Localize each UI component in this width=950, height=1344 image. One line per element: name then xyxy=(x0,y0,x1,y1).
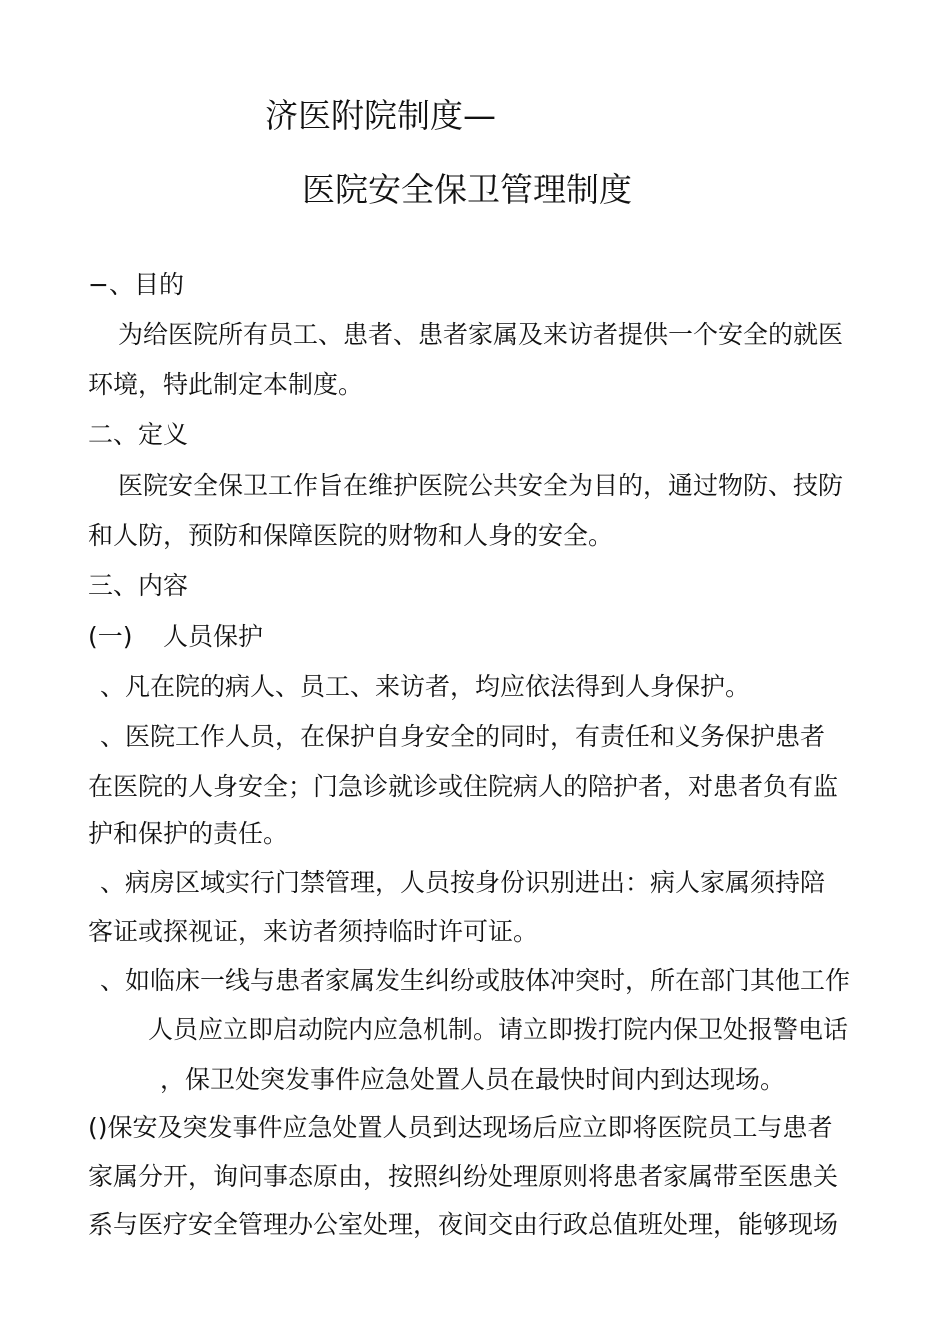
paragraph-definition-line-2: 和人防，预防和保障医院的财物和人身的安全。 xyxy=(88,521,614,550)
subsection-title: 人员保护 xyxy=(163,622,264,651)
subsection-heading-personnel-protection xyxy=(88,620,263,654)
list-item-4-line-2: 人员应立即启动院内应急机制。请立即拨打院内保卫处报警电话 xyxy=(148,1015,849,1044)
list-item-3-line-2: 客证或探视证，来访者须持临时许可证。 xyxy=(88,917,539,946)
paragraph-purpose-line-2: 环境，特此制定本制度。 xyxy=(88,370,364,399)
paragraph-security-line-1: ()保安及突发事件应急处置人员到达现场后应立即将医院员工与患者 xyxy=(88,1113,833,1142)
section-heading-content: 三、内容 xyxy=(88,571,189,600)
list-item-4-line-1: 、如临床一线与患者家属发生纠纷或肢体冲突时，所在部门其他工作 xyxy=(100,966,851,995)
document-title-line-2: 医院安全保卫管理制度 xyxy=(302,170,632,209)
list-item-2-line-1: 、医院工作人员，在保护自身安全的同时，有责任和义务保护患者 xyxy=(100,722,826,751)
document-title-line-1: 济医附院制度— xyxy=(265,96,496,135)
subsection-number: (一) xyxy=(88,622,133,651)
list-item-2-line-3: 护和保护的责任。 xyxy=(88,819,289,848)
paragraph-security-line-3: 系与医疗安全管理办公室处理，夜间交由行政总值班处理，能够现场 xyxy=(88,1210,839,1239)
section-heading-definition: 二、定义 xyxy=(88,420,189,449)
list-item-2-line-2: 在医院的人身安全；门急诊就诊或住院病人的陪护者，对患者负有监 xyxy=(88,772,839,801)
paragraph-definition-line-1: 医院安全保卫工作旨在维护医院公共安全为目的，通过物防、技防 xyxy=(118,471,844,500)
paragraph-purpose-line-1: 为给医院所有员工、患者、患者家属及来访者提供一个安全的就医 xyxy=(118,320,844,349)
list-item-3-line-1: 、病房区域实行门禁管理，人员按身份识别进出：病人家属须持陪 xyxy=(100,868,826,897)
list-item-4-line-3: ，保卫处突发事件应急处置人员在最快时间内到达现场。 xyxy=(160,1065,786,1094)
paragraph-security-line-2: 家属分开，询问事态原由，按照纠纷处理原则将患者家属带至医患关 xyxy=(88,1162,839,1191)
list-item-1: 、凡在院的病人、员工、来访者，均应依法得到人身保护。 xyxy=(100,672,751,701)
section-heading-purpose: −、目的 xyxy=(88,270,184,299)
